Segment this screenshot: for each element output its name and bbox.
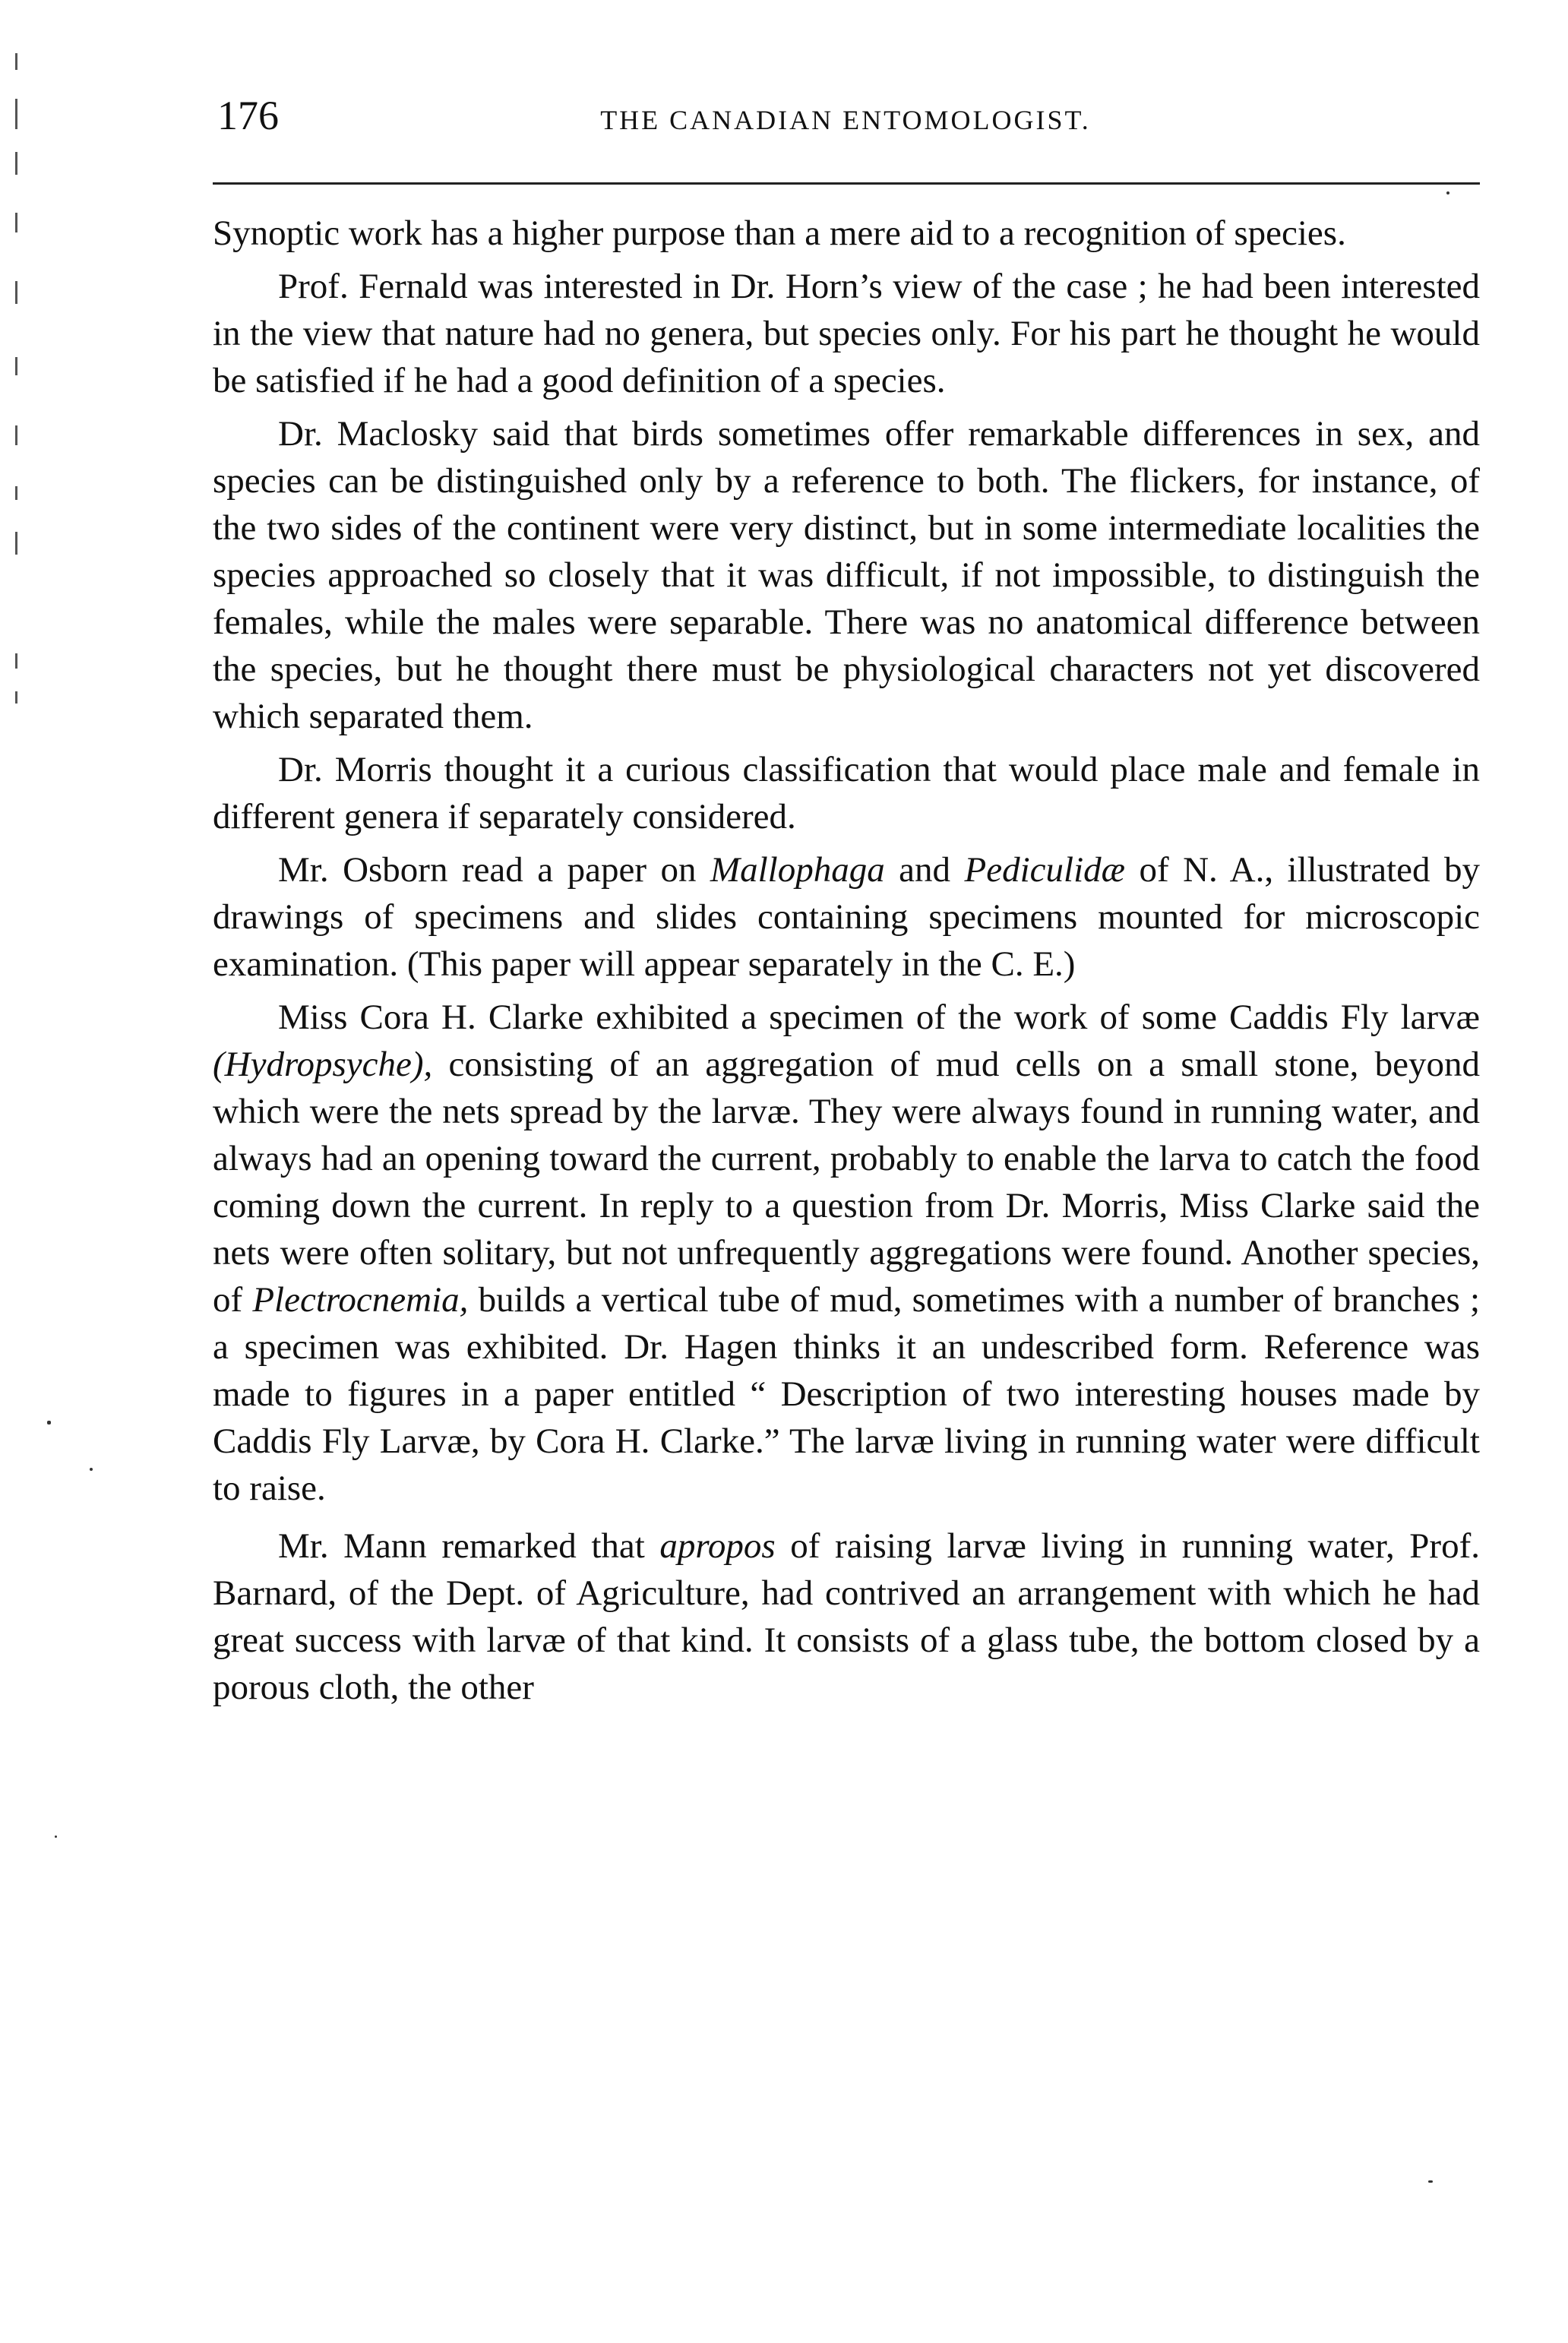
paragraph-text: Mr. Mann remarked that — [278, 1526, 660, 1566]
paragraph-text: of N. A., illustrated by drawings of specimens and slides containing specimens mounted for microscopic examination. (This paper will appear separately in the C. E.) — [213, 850, 1480, 984]
italic-taxon: (Hydropsyche), — [213, 1045, 433, 1084]
scan-speck — [1446, 191, 1449, 194]
binding-margin-marks — [0, 0, 46, 2343]
paragraph-text: consisting of an aggregation of mud cells on a small stone, beyond which were the nets spread by the larvæ. They were always found in running water, and always had an opening toward the current, probably to enable the larva to catch the food coming down the current. In reply to a question from Dr. Morris, Miss Clarke said the nets were often solitary, but not unfrequently aggregations were found. Another species, of — [213, 1045, 1480, 1320]
scan-speck — [47, 1421, 51, 1424]
paragraph-text: builds a vertical tube of mud, sometimes with a number of branches ; a specimen was exhibited. Dr. Hagen thinks it an undescribed form. Reference was made to figures in a paper entitled “ Description of two interesting houses made by Caddis Fly Larvæ, by Cora H. Clarke.” The larvæ living in running water were difficult to raise. — [213, 1280, 1480, 1508]
paragraph — [213, 1522, 1480, 1711]
body-text — [213, 210, 1480, 1717]
paragraph-text: and — [884, 850, 965, 890]
paragraph-text: Synoptic work has a higher purpose than a mere aid to a recognition of species. — [213, 213, 1346, 253]
paragraph-text: Prof. Fernald was interested in Dr. Horn’s view of the case ; he had been interested in the view that nature had no genera, but species only. For his part he thought he would be satisfied if he had a good definition of a species. — [213, 267, 1480, 400]
running-title: THE CANADIAN ENTOMOLOGIST. — [600, 105, 1091, 135]
scan-speck — [1428, 2180, 1433, 2183]
page-number: 176 — [217, 93, 279, 138]
paragraph — [213, 846, 1480, 988]
paragraph — [213, 210, 1480, 257]
italic-term: apropos — [659, 1526, 776, 1566]
paragraph — [213, 263, 1480, 404]
scan-speck — [55, 1836, 57, 1838]
header-rule — [213, 182, 1480, 185]
paragraph — [213, 994, 1480, 1512]
italic-taxon: Mallophaga — [710, 850, 885, 890]
italic-taxon: Plectrocnemia, — [252, 1280, 469, 1320]
paragraph-text: Miss Cora H. Clarke exhibited a specimen of the work of some Caddis Fly larvæ — [278, 998, 1480, 1037]
scan-speck — [90, 1468, 93, 1471]
page-header — [211, 88, 1480, 149]
paragraph-text: Dr. Morris thought it a curious classification that would place male and female in different genera if separately considered. — [213, 750, 1480, 836]
paragraph — [213, 410, 1480, 740]
paragraph-text: Dr. Maclosky said that birds sometimes offer remarkable differences in sex, and species can be distinguished only by a reference to both. The flickers, for instance, of the two sides of the continent were very distinct, but in some intermediate localities the species approached so closely that it was difficult, if not impossible, to distinguish the females, while the males were separable. There was no anatomical difference between the species, but he thought there must be physiological characters not yet discovered which separated them. — [213, 414, 1480, 736]
paragraph-text: of raising larvæ living in running water, Prof. Barnard, of the Dept. of Agriculture, had contrived an arrangement with which he had great success with larvæ of that kind. It consists of a glass tube, the bottom closed by a porous cloth, the other — [213, 1526, 1480, 1707]
italic-taxon: Pediculidæ — [964, 850, 1125, 890]
paragraph — [213, 746, 1480, 840]
paragraph-text: Mr. Osborn read a paper on — [278, 850, 710, 890]
